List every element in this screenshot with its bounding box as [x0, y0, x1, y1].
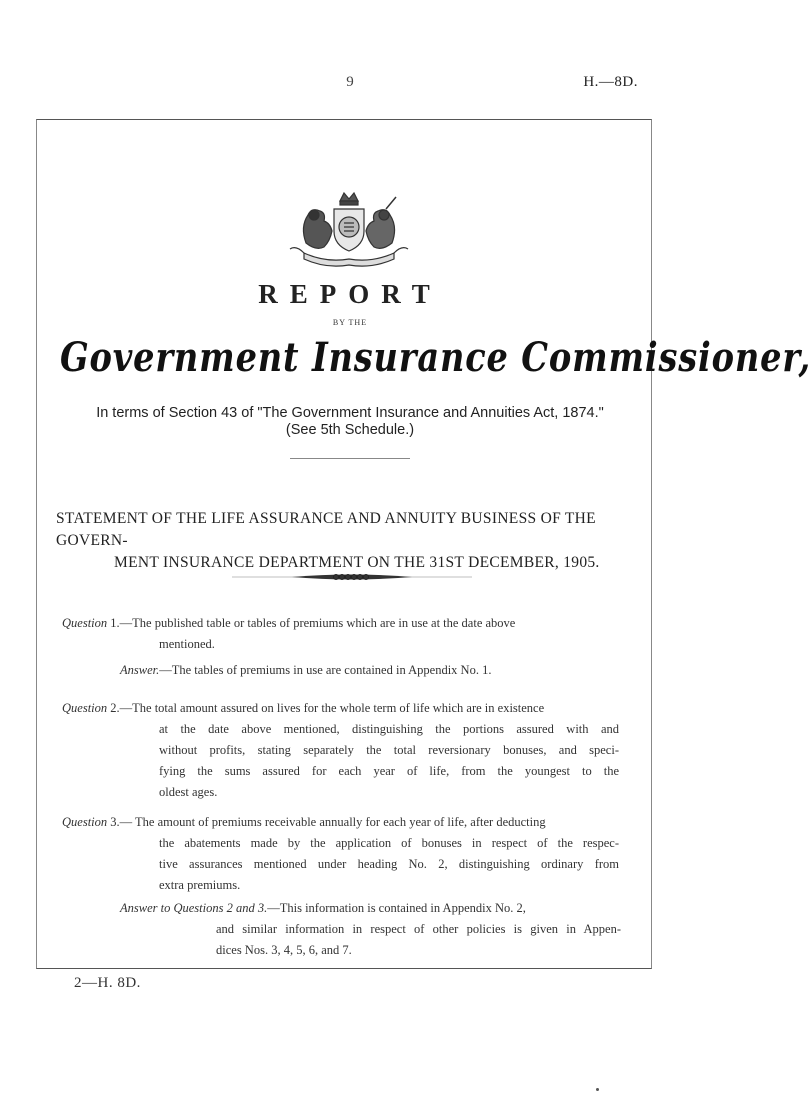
question-text: 3.— The amount of premiums receivable annually for each year of life, after deducting: [110, 815, 546, 829]
statement-heading: [56, 508, 656, 574]
question-3-line-3: tive assurances mentioned under heading No. 2, distinguishing ordinary from: [159, 857, 619, 871]
answer-label: Answer.: [120, 663, 160, 677]
footer-reference: 2—H. 8D.: [74, 975, 141, 991]
answer-2-3-line-2: and similar information in respect of other policies is given in Appen-: [216, 922, 621, 936]
question-3: [62, 812, 622, 833]
question-2: [62, 698, 622, 719]
terms-line: In terms of Section 43 of "The Government Insurance and Annuities Act, 1874.": [96, 405, 604, 421]
question-label: Question: [62, 616, 108, 630]
speck: [596, 1088, 599, 1091]
commissioner-title: Government Insurance Commissioner,: [60, 334, 811, 381]
report-title: REPORT: [258, 279, 442, 309]
question-1-continued: mentioned.: [159, 637, 215, 651]
statement-line-2: MENT INSURANCE DEPARTMENT ON THE 31ST DECEMBER, 1905.: [114, 554, 600, 571]
question-1: [62, 613, 622, 634]
question-3-line-4: extra premiums.: [159, 878, 241, 892]
answer-text: —This information is contained in Appendix No. 2,: [267, 901, 526, 915]
coat-of-arms-icon: [286, 187, 412, 269]
terms-section: [0, 405, 700, 439]
question-label: Question: [62, 815, 108, 829]
question-text: 2.—The total amount assured on lives for the whole term of life which are in existence: [110, 701, 545, 715]
answer-1: [120, 660, 630, 681]
answer-label: Answer to Questions 2 and 3.: [120, 901, 268, 915]
page-number: 9: [346, 74, 354, 90]
schedule-line: (See 5th Schedule.): [285, 422, 415, 438]
statement-line-1: STATEMENT OF THE LIFE ASSURANCE AND ANNUITY BUSINESS OF THE GOVERN-: [56, 510, 596, 549]
question-label: Question: [62, 701, 108, 715]
answer-2-3: [120, 898, 625, 919]
question-2-line-2: at the date above mentioned, distinguishing the portions assured with and: [159, 722, 619, 736]
answer-text: —The tables of premiums in use are contained in Appendix No. 1.: [159, 663, 492, 677]
question-2-line-3: without profits, stating separately the total reversionary bonuses, and speci-: [159, 743, 619, 757]
ornament-divider-icon: [232, 571, 472, 583]
question-3-line-2: the abatements made by the application of bonuses in respect of the respec-: [159, 836, 619, 850]
question-2-line-4: fying the sums assured for each year of life, from the youngest to the: [159, 764, 619, 778]
question-text: 1.—The published table or tables of premiums which are in use at the date above: [110, 616, 516, 630]
by-the-label: BY THE: [332, 318, 368, 327]
question-2-line-5: oldest ages.: [159, 785, 218, 799]
document-reference: H.—8D.: [583, 74, 638, 90]
answer-2-3-line-3: dices Nos. 3, 4, 5, 6, and 7.: [216, 943, 352, 957]
divider: [290, 458, 410, 459]
